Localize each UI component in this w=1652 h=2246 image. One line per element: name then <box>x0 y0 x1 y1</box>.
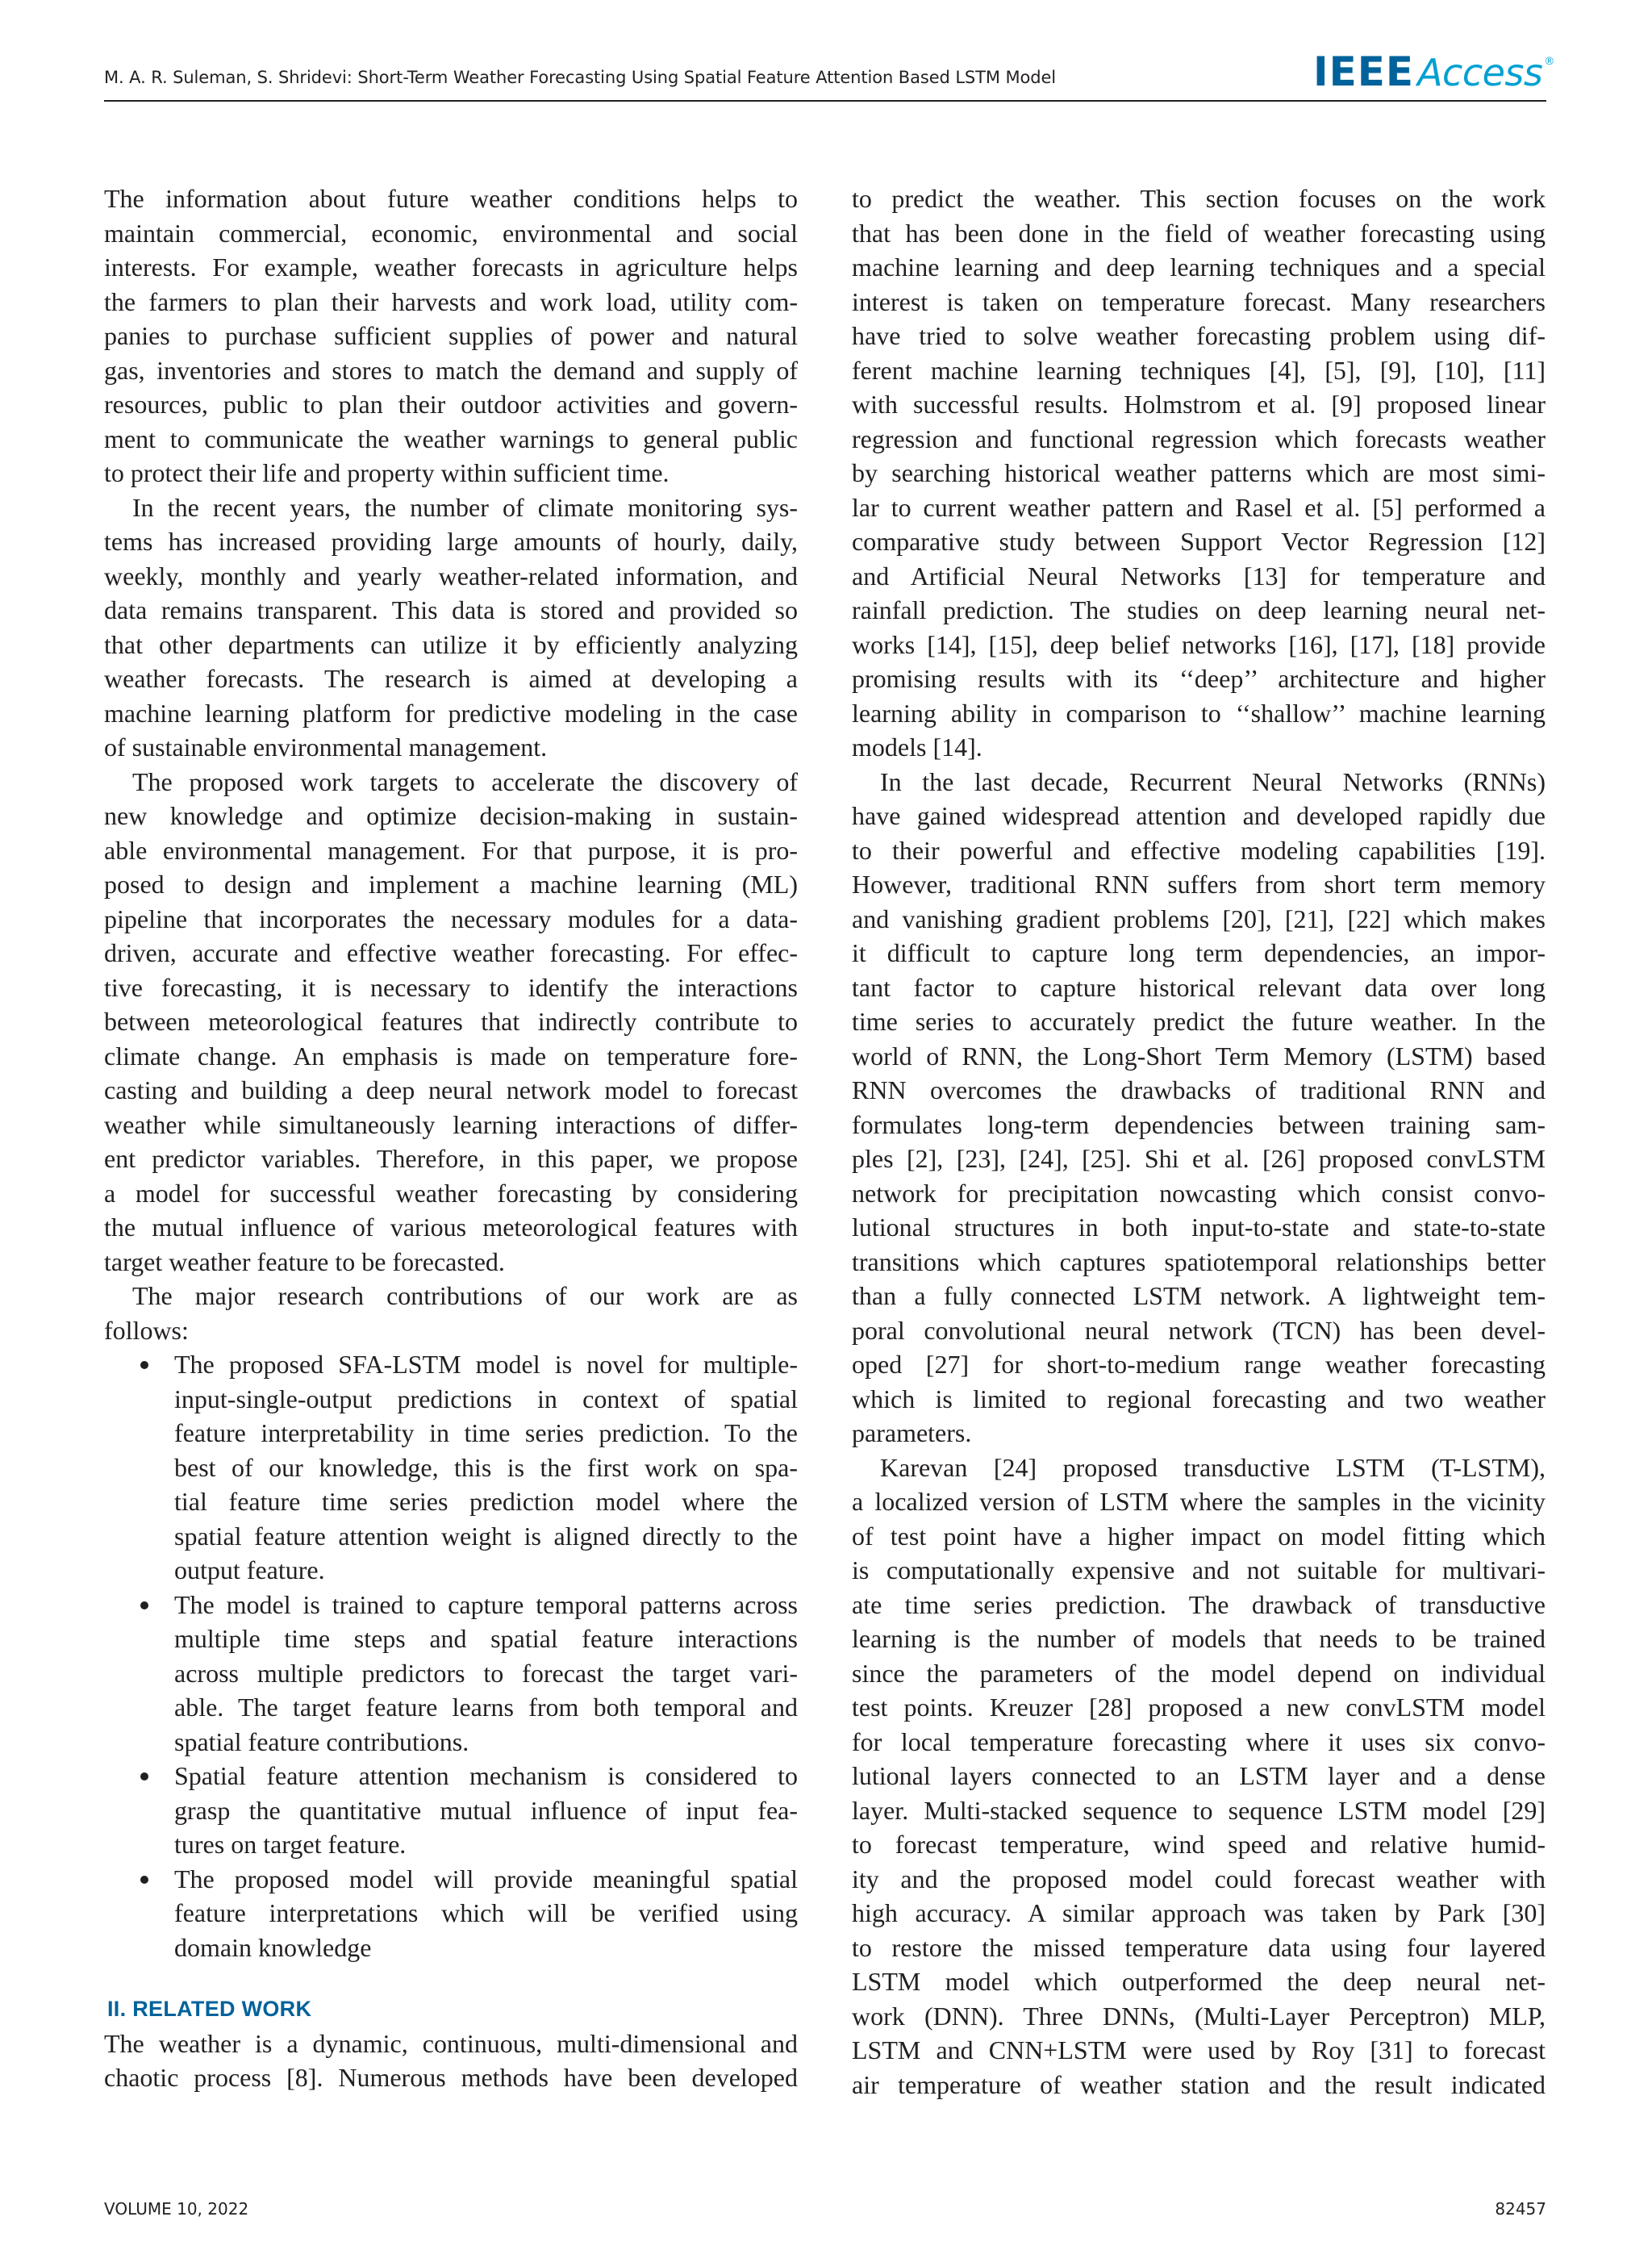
left-column <box>104 182 798 2095</box>
text-line: comparative study between Support Vector Regression [12] <box>852 527 1546 556</box>
text-line: which is limited to regional forecasting and two weather <box>852 1384 1546 1413</box>
running-header-title: M. A. R. Suleman, S. Shridevi: Short-Term Weather Forecasting Using Spatial Feature Attention Based LSTM Model <box>104 68 1057 87</box>
text-line: is computationally expensive and not suitable for multivari- <box>852 1555 1546 1584</box>
bullet-line-text: best of our knowledge, this is the first work on spa- <box>174 1452 798 1482</box>
text-line: ent predictor variables. Therefore, in this paper, we propose <box>104 1144 798 1173</box>
text-line: for local temperature forecasting where it uses six convo- <box>852 1726 1546 1756</box>
text-line: machine learning platform for predictive modeling in the case <box>104 698 798 728</box>
text-line: lutional structures in both input-to-state and state-to-state <box>852 1213 1546 1242</box>
text-line: weather while simultaneously learning interactions of differ- <box>104 1109 798 1139</box>
bullet-text-line <box>104 1519 798 1554</box>
bullet-text-line <box>104 1382 798 1417</box>
text-line: and Artificial Neural Networks [13] for temperature and <box>852 561 1546 591</box>
contribution-bullet-item <box>104 1588 798 1760</box>
contribution-bullet-item <box>104 1759 798 1862</box>
text-line: target weather feature to be forecasted. <box>104 1246 505 1276</box>
text-line: driven, accurate and effective weather forecasting. For effec- <box>104 938 798 967</box>
bullet-text-line <box>104 1725 798 1760</box>
contribution-bullet-item <box>104 1347 798 1588</box>
bullet-line-text: Spatial feature attention mechanism is considered to <box>174 1761 798 1790</box>
text-line: able environmental management. For that purpose, it is pro- <box>104 835 798 865</box>
text-line: However, traditional RNN suffers from short term memory <box>852 870 1546 899</box>
text-line: oped [27] for short-to-medium range weather forecasting <box>852 1350 1546 1379</box>
text-line: The major research contributions of our work are as <box>132 1281 798 1310</box>
right-column <box>852 182 1546 2102</box>
bullet-line-text: The proposed SFA-LSTM model is novel for multiple- <box>174 1350 798 1379</box>
text-line: panies to purchase sufficient supplies of power and natural <box>104 321 798 350</box>
text-line: posed to design and implement a machine learning (ML) <box>104 870 798 899</box>
text-line: the farmers to plan their harvests and work load, utility com- <box>104 286 798 316</box>
text-line: regression and functional regression which forecasts weather <box>852 424 1546 453</box>
bullet-dot-icon <box>140 1876 148 1884</box>
text-line: follows: <box>104 1315 189 1345</box>
text-line: parameters. <box>852 1418 972 1447</box>
text-line: climate change. An emphasis is made on temperature fore- <box>104 1041 798 1071</box>
text-line: In the last decade, Recurrent Neural Networks (RNNs) <box>880 766 1546 796</box>
text-line: formulates long-term dependencies between training sam- <box>852 1109 1546 1139</box>
text-line: to their powerful and effective modeling capabilities [19]. <box>852 835 1546 865</box>
text-line: resources, public to plan their outdoor activities and govern- <box>104 390 798 419</box>
bullet-text-line <box>104 1690 798 1725</box>
text-line: by searching historical weather patterns which are most simi- <box>852 458 1546 487</box>
text-line: new knowledge and optimize decision-making in sustain- <box>104 801 798 830</box>
text-line: rainfall prediction. The studies on deep learning neural net- <box>852 595 1546 624</box>
text-line: have tried to solve weather forecasting problem using dif- <box>852 321 1546 350</box>
section-heading-related-work: II. RELATED WORK <box>107 1997 312 2021</box>
bullet-text-line <box>104 1793 798 1828</box>
text-line: machine learning and deep learning techniques and a special <box>852 253 1546 282</box>
bullet-line-text: multiple time steps and spatial feature interactions <box>174 1624 798 1653</box>
text-line: weather forecasts. The research is aimed at developing a <box>104 664 798 693</box>
bullet-text-line <box>104 1588 798 1622</box>
bullet-text-line <box>104 1931 798 1965</box>
text-line: air temperature of weather station and the result indicated <box>852 2069 1546 2099</box>
text-line: since the parameters of the model depend on individual <box>852 1658 1546 1688</box>
text-line: to protect their life and property within sufficient time. <box>104 458 670 487</box>
text-line: have gained widespread attention and developed rapidly due <box>852 801 1546 830</box>
bullet-text-line <box>104 1862 798 1897</box>
text-line: In the recent years, the number of climate monitoring sys- <box>132 492 798 522</box>
text-line: to forecast temperature, wind speed and relative humid- <box>852 1830 1546 1859</box>
text-line: of test point have a higher impact on model fitting which <box>852 1521 1546 1551</box>
text-line: between meteorological features that indirectly contribute to <box>104 1007 798 1036</box>
bullet-line-text: The proposed model will provide meaningful spatial <box>174 1864 798 1893</box>
text-line: ment to communicate the weather warnings to general public <box>104 424 798 453</box>
text-line: transitions which captures spatiotemporal relationships better <box>852 1246 1546 1276</box>
text-line: a model for successful weather forecasting by considering <box>104 1178 798 1208</box>
text-line: Karevan [24] proposed transductive LSTM (T-LSTM), <box>880 1452 1546 1482</box>
bullet-line-text: spatial feature attention weight is aligned directly to the <box>174 1521 798 1551</box>
text-line: time series to accurately predict the future weather. In the <box>852 1007 1546 1036</box>
bullet-text-line <box>104 1622 798 1656</box>
text-line: than a fully connected LSTM network. A lightweight tem- <box>852 1281 1546 1310</box>
text-line: to restore the missed temperature data using four layered <box>852 1932 1546 1962</box>
bullet-text-line <box>104 1451 798 1485</box>
text-line: ity and the proposed model could forecast weather with <box>852 1864 1546 1893</box>
text-line: high accuracy. A similar approach was taken by Park [30] <box>852 1898 1546 1927</box>
logo-access-text: Access <box>1417 51 1543 94</box>
bullet-text-line <box>104 1347 798 1382</box>
bullet-dot-icon <box>140 1361 148 1369</box>
bullet-text-line <box>104 1656 798 1691</box>
text-line: tive forecasting, it is necessary to identify the interactions <box>104 972 798 1002</box>
text-line: ferent machine learning techniques [4], [5], [9], [10], [11] <box>852 355 1546 385</box>
ieee-access-logo <box>1313 48 1554 97</box>
text-line: world of RNN, the Long-Short Term Memory (LSTM) based <box>852 1041 1546 1071</box>
bullet-line-text: domain knowledge <box>174 1932 372 1962</box>
text-line: poral convolutional neural network (TCN) has been devel- <box>852 1315 1546 1345</box>
bullet-text-line <box>104 1759 798 1793</box>
text-line: gas, inventories and stores to match the demand and supply of <box>104 355 798 385</box>
header-divider <box>104 100 1546 102</box>
bullet-line-text: input-single-output predictions in context of spatial <box>174 1384 798 1413</box>
text-line: interest is taken on temperature forecast. Many researchers <box>852 286 1546 316</box>
bullet-text-line <box>104 1484 798 1519</box>
text-line: chaotic process [8]. Numerous methods have been developed <box>104 2063 798 2092</box>
bullet-line-text: output feature. <box>174 1555 325 1584</box>
text-line: LSTM model which outperformed the deep neural net- <box>852 1967 1546 1996</box>
text-line: The weather is a dynamic, continuous, multi-dimensional and <box>104 2028 798 2058</box>
text-line: LSTM and CNN+LSTM were used by Roy [31] to forecast <box>852 2035 1546 2064</box>
text-line: The information about future weather conditions helps to <box>104 184 798 213</box>
text-line: the mutual influence of various meteorological features with <box>104 1213 798 1242</box>
bullet-line-text: feature interpretations which will be verified using <box>174 1898 798 1927</box>
bullet-text-line <box>104 1896 798 1931</box>
text-line: tems has increased providing large amounts of hourly, daily, <box>104 527 798 556</box>
bullet-line-text: grasp the quantitative mutual influence of input fea- <box>174 1795 798 1825</box>
footer-page-number: 82457 <box>1495 2199 1546 2219</box>
text-line: that has been done in the field of weather forecasting using <box>852 218 1546 248</box>
text-line: tant factor to capture historical relevant data over long <box>852 972 1546 1002</box>
bullet-line-text: able. The target feature learns from both temporal and <box>174 1693 798 1722</box>
text-line: RNN overcomes the drawbacks of traditional RNN and <box>852 1075 1546 1104</box>
text-line: pipeline that incorporates the necessary modules for a data- <box>104 904 798 933</box>
text-line: lutional layers connected to an LSTM layer and a dense <box>852 1761 1546 1790</box>
text-line: weekly, monthly and yearly weather-related information, and <box>104 561 798 591</box>
text-line: network for precipitation nowcasting which consist convo- <box>852 1178 1546 1208</box>
text-line: work (DNN). Three DNNs, (Multi-Layer Perceptron) MLP, <box>852 2001 1546 2031</box>
bullet-line-text: across multiple predictors to forecast the target vari- <box>174 1658 798 1688</box>
bullet-text-line <box>104 1553 798 1588</box>
text-line: promising results with its ‘‘deep’’ architecture and higher <box>852 664 1546 693</box>
text-line: a localized version of LSTM where the samples in the vicinity <box>852 1487 1546 1516</box>
bullet-line-text: feature interpretability in time series prediction. To the <box>174 1418 798 1447</box>
contribution-bullet-item <box>104 1862 798 1965</box>
footer-volume: VOLUME 10, 2022 <box>104 2199 249 2219</box>
text-line: works [14], [15], deep belief networks [16], [17], [18] provide <box>852 629 1546 659</box>
bullet-dot-icon <box>140 1772 148 1781</box>
bullet-dot-icon <box>140 1601 148 1609</box>
text-line: learning is the number of models that needs to be trained <box>852 1624 1546 1653</box>
text-line: ate time series prediction. The drawback of transductive <box>852 1589 1546 1619</box>
bullet-line-text: tures on target feature. <box>174 1830 407 1859</box>
text-line: models [14]. <box>852 733 982 762</box>
text-line: of sustainable environmental management. <box>104 733 548 762</box>
bullet-line-text: tial feature time series prediction model where the <box>174 1487 798 1516</box>
text-line: The proposed work targets to accelerate the discovery of <box>132 766 798 796</box>
text-line: that other departments can utilize it by efficiently analyzing <box>104 629 798 659</box>
text-line: learning ability in comparison to ‘‘shallow’’ machine learning <box>852 698 1546 728</box>
text-line: interests. For example, weather forecasts in agriculture helps <box>104 253 798 282</box>
text-line: and vanishing gradient problems [20], [21], [22] which makes <box>852 904 1546 933</box>
text-line: ples [2], [23], [24], [25]. Shi et al. [26] proposed convLSTM <box>852 1144 1546 1173</box>
text-line: layer. Multi-stacked sequence to sequence LSTM model [29] <box>852 1795 1546 1825</box>
text-line: test points. Kreuzer [28] proposed a new convLSTM model <box>852 1693 1546 1722</box>
logo-ieee-text: IEEE <box>1313 48 1415 95</box>
text-line: casting and building a deep neural network model to forecast <box>104 1075 798 1104</box>
text-line: data remains transparent. This data is stored and provided so <box>104 595 798 624</box>
text-line: maintain commercial, economic, environmental and social <box>104 218 798 248</box>
text-line: lar to current weather pattern and Rasel et al. [5] performed a <box>852 492 1546 522</box>
bullet-line-text: The model is trained to capture temporal patterns across <box>174 1589 798 1619</box>
text-line: to predict the weather. This section focuses on the work <box>852 184 1546 213</box>
bullet-text-line <box>104 1827 798 1862</box>
logo-registered-mark: ® <box>1544 56 1555 68</box>
bullet-line-text: spatial feature contributions. <box>174 1726 469 1756</box>
bullet-text-line <box>104 1416 798 1451</box>
text-line: it difficult to capture long term dependencies, an impor- <box>852 938 1546 967</box>
text-line: with successful results. Holmstrom et al. [9] proposed linear <box>852 390 1546 419</box>
